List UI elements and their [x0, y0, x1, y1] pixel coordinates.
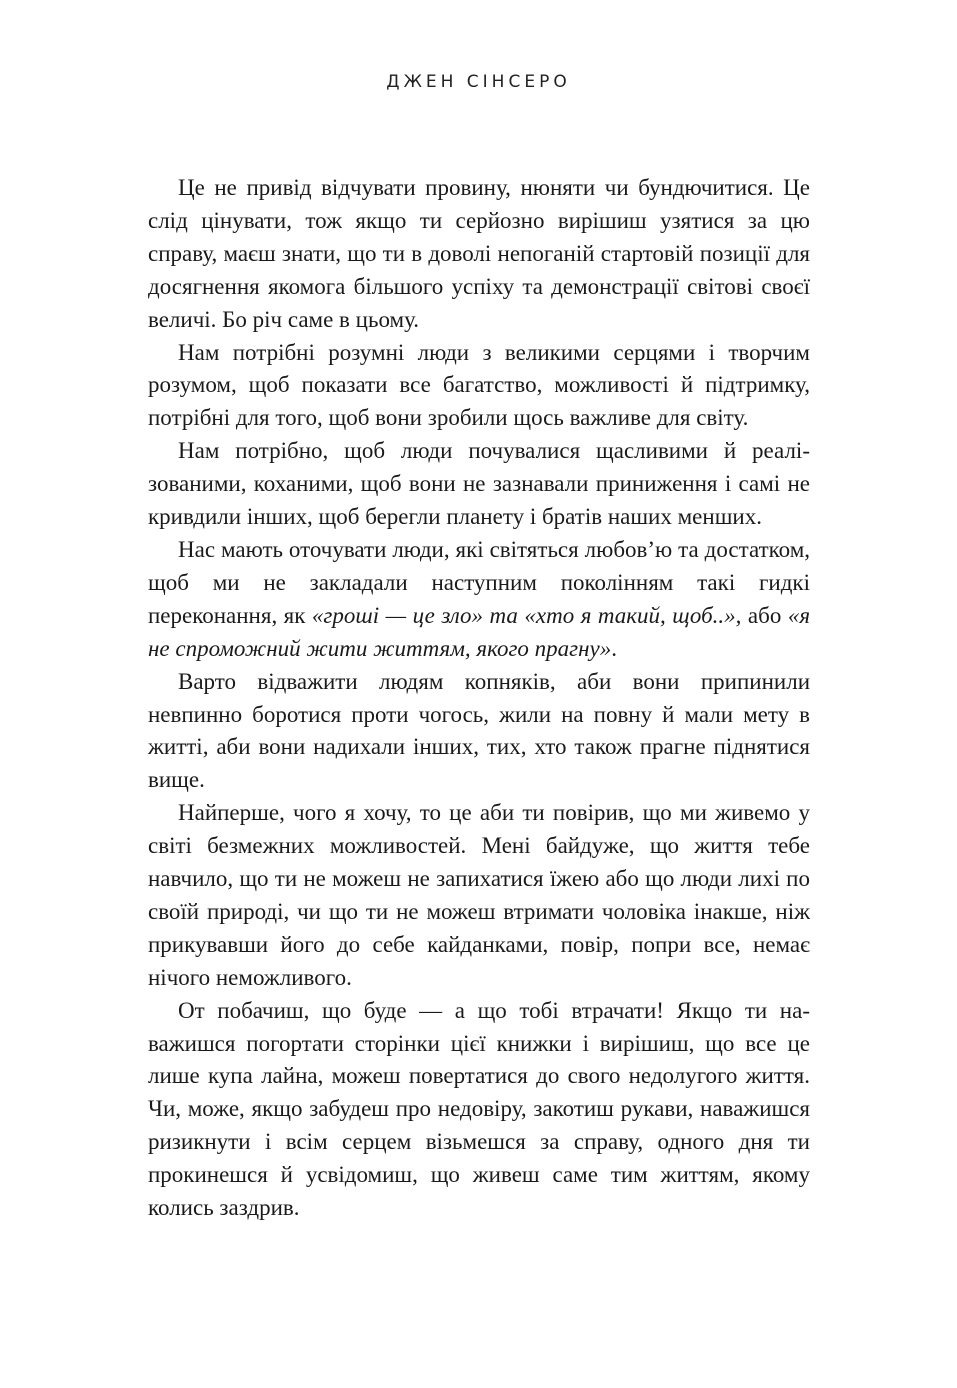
paragraph-5: Варто відважити людям копняків, аби вони припинили невпинно боротися проти чогось, жили на повну й мали мету в житті, аби вони надихали інших, тих, хто також прагне піднятися вище.	[148, 668, 810, 793]
paragraph-6: Найперше, чого я хочу, то це аби ти повірив, що ми живемо у світі безмежних можливостей. Мені байдуже, що життя тебе навчило, що ти не можеш не запихатися їжею або що люди лихі по своїй природі, чи що ти не можеш втримати чоловіка інакше, ніж прикувавши його до себе кайданками, повір, попри все, немає нічого неможливого.	[148, 800, 810, 990]
body-text	[148, 172, 810, 1225]
paragraph-4-text-a: Нас мають оточувати люди, які світяться любов’ю та достатком, щоб ми не закладали наступним поколінням такі гидкі переконання, як	[148, 536, 810, 628]
paragraph-4-text-b: або	[741, 602, 788, 628]
paragraph-2: Нам потрібні розумні люди з великими серцями і творчим розумом, щоб показати все багатство, можливості й підтримку, потрібні для того, щоб вони зробили щось важливе для світу.	[148, 339, 810, 431]
paragraph-4-quote-1: «гроші — це зло» та «хто я такий, щоб..»,	[311, 602, 742, 628]
paragraph-4-quote-2: «я не спроможний жити життям, якого прагну»	[148, 602, 811, 661]
paragraph-7: От побачиш, що буде — а що тобі втрачати! Якщо ти наважишся погортати сторінки цієї книжки і вирішиш, що все це лише купа лайна, можеш повертатися до свого недолугого життя. Чи, може, якщо забудеш про недовіру, закотиш рукави, наважишся ризикнути і всім серцем візьмешся за справу, одного дня ти прокинешся й усвідомиш, що живеш саме тим життям, якому колись заздрив.	[148, 997, 810, 1221]
paragraph-4-text-c: .	[611, 635, 618, 661]
paragraph-4	[148, 534, 810, 666]
paragraph-1: Це не привід відчувати провину, нюняти чи бундючитися. Це слід цінувати, тож якщо ти серйозно вирішиш узятися за цю справу, маєш знати, що ти в доволі непоганій стартовій позиції для досягнення якомога більшого успіху та демонстрації світові своєї величі. Бо річ саме в цьому.	[148, 175, 810, 332]
paragraph-3: Нам потрібно, щоб люди почувалися щасливими й реалізованими, коханими, щоб вони не зазнавали приниження і самі не кривдили інших, щоб берегли планету і братів наших менших.	[148, 438, 810, 530]
running-head-author: ДЖЕН СІНСЕРО	[386, 72, 571, 92]
